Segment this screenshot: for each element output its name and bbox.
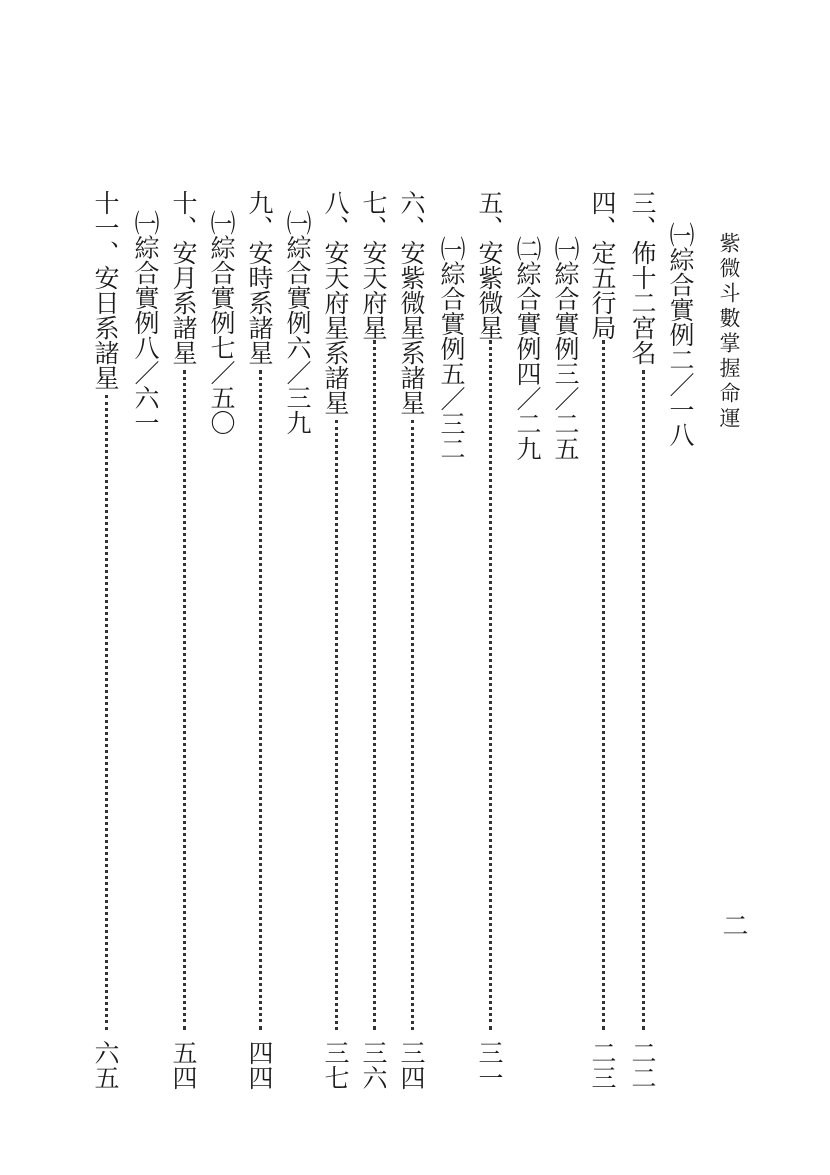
toc-entry (247, 190, 272, 365)
toc-entry-title: ㈠綜合實例六／三九 (283, 210, 312, 435)
toc-entry-title: ㈠綜合實例三／二五 (551, 236, 580, 461)
toc-entry-title: 十、安月系諸星 (169, 190, 198, 365)
dot-leader (373, 340, 379, 1030)
toc-entry (590, 190, 615, 340)
toc-entry-title: 七、安天府星 (359, 190, 388, 340)
toc-entry-title: ㈡綜合實例四／二九 (513, 236, 542, 461)
toc-entry (630, 190, 655, 365)
toc-entry-sub (209, 210, 234, 435)
toc-entry-title: ㈠綜合實例八／六一 (131, 210, 160, 435)
toc-entry-title: ㈠綜合實例五／三二 (437, 236, 466, 461)
toc-entry (171, 190, 196, 365)
toc-entry-title: 八、安天府星系諸星 (321, 190, 350, 415)
book-title: 紫微斗數掌握命運 (717, 232, 741, 432)
dot-leader (183, 370, 189, 1030)
toc-entry-title: ㈠綜合實例二／一八 (666, 222, 695, 447)
toc-entry-sub (439, 236, 464, 461)
toc-entry-page: 三四 (397, 1040, 426, 1090)
toc-entry-sub (668, 222, 693, 447)
toc-entry-title: 十一、安日系諸星 (91, 190, 120, 390)
toc-entry (477, 190, 502, 340)
toc-entry (323, 190, 348, 415)
toc-entry-page: 三七 (321, 1040, 350, 1090)
toc-entry-page: 二三 (588, 1040, 617, 1090)
toc-entry-page: 三六 (359, 1040, 388, 1090)
toc-entry (93, 190, 118, 390)
toc-entry-title: ㈠綜合實例七／五〇 (207, 210, 236, 435)
toc-entry-title: 三、佈十二宮名 (628, 190, 657, 365)
toc-entry-sub (133, 210, 158, 435)
toc-entry-page: 三一 (475, 1040, 504, 1090)
toc-entry-sub (553, 236, 578, 461)
toc-entry-page: 六五 (91, 1040, 120, 1090)
toc-entry-title: 九、安時系諸星 (245, 190, 274, 365)
dot-leader (411, 420, 417, 1030)
toc-entry-page: 五四 (169, 1040, 198, 1090)
toc-entry-title: 六、安紫微星系諸星 (397, 190, 426, 415)
toc-entry (361, 190, 386, 340)
page-number: 二 (718, 912, 748, 938)
toc-entry-title: 四、定五行局 (588, 190, 617, 340)
toc-entry-page: 四四 (245, 1040, 274, 1090)
dot-leader (602, 340, 608, 1030)
dot-leader (259, 370, 265, 1030)
toc-entry (399, 190, 424, 415)
dot-leader (105, 395, 111, 1030)
dot-leader (642, 370, 648, 1030)
dot-leader (489, 340, 495, 1030)
toc-entry-sub (285, 210, 310, 435)
toc-entry-sub (515, 236, 540, 461)
dot-leader (335, 420, 341, 1030)
toc-entry-page: 二二 (628, 1040, 657, 1090)
toc-entry-title: 五、安紫微星 (475, 190, 504, 340)
